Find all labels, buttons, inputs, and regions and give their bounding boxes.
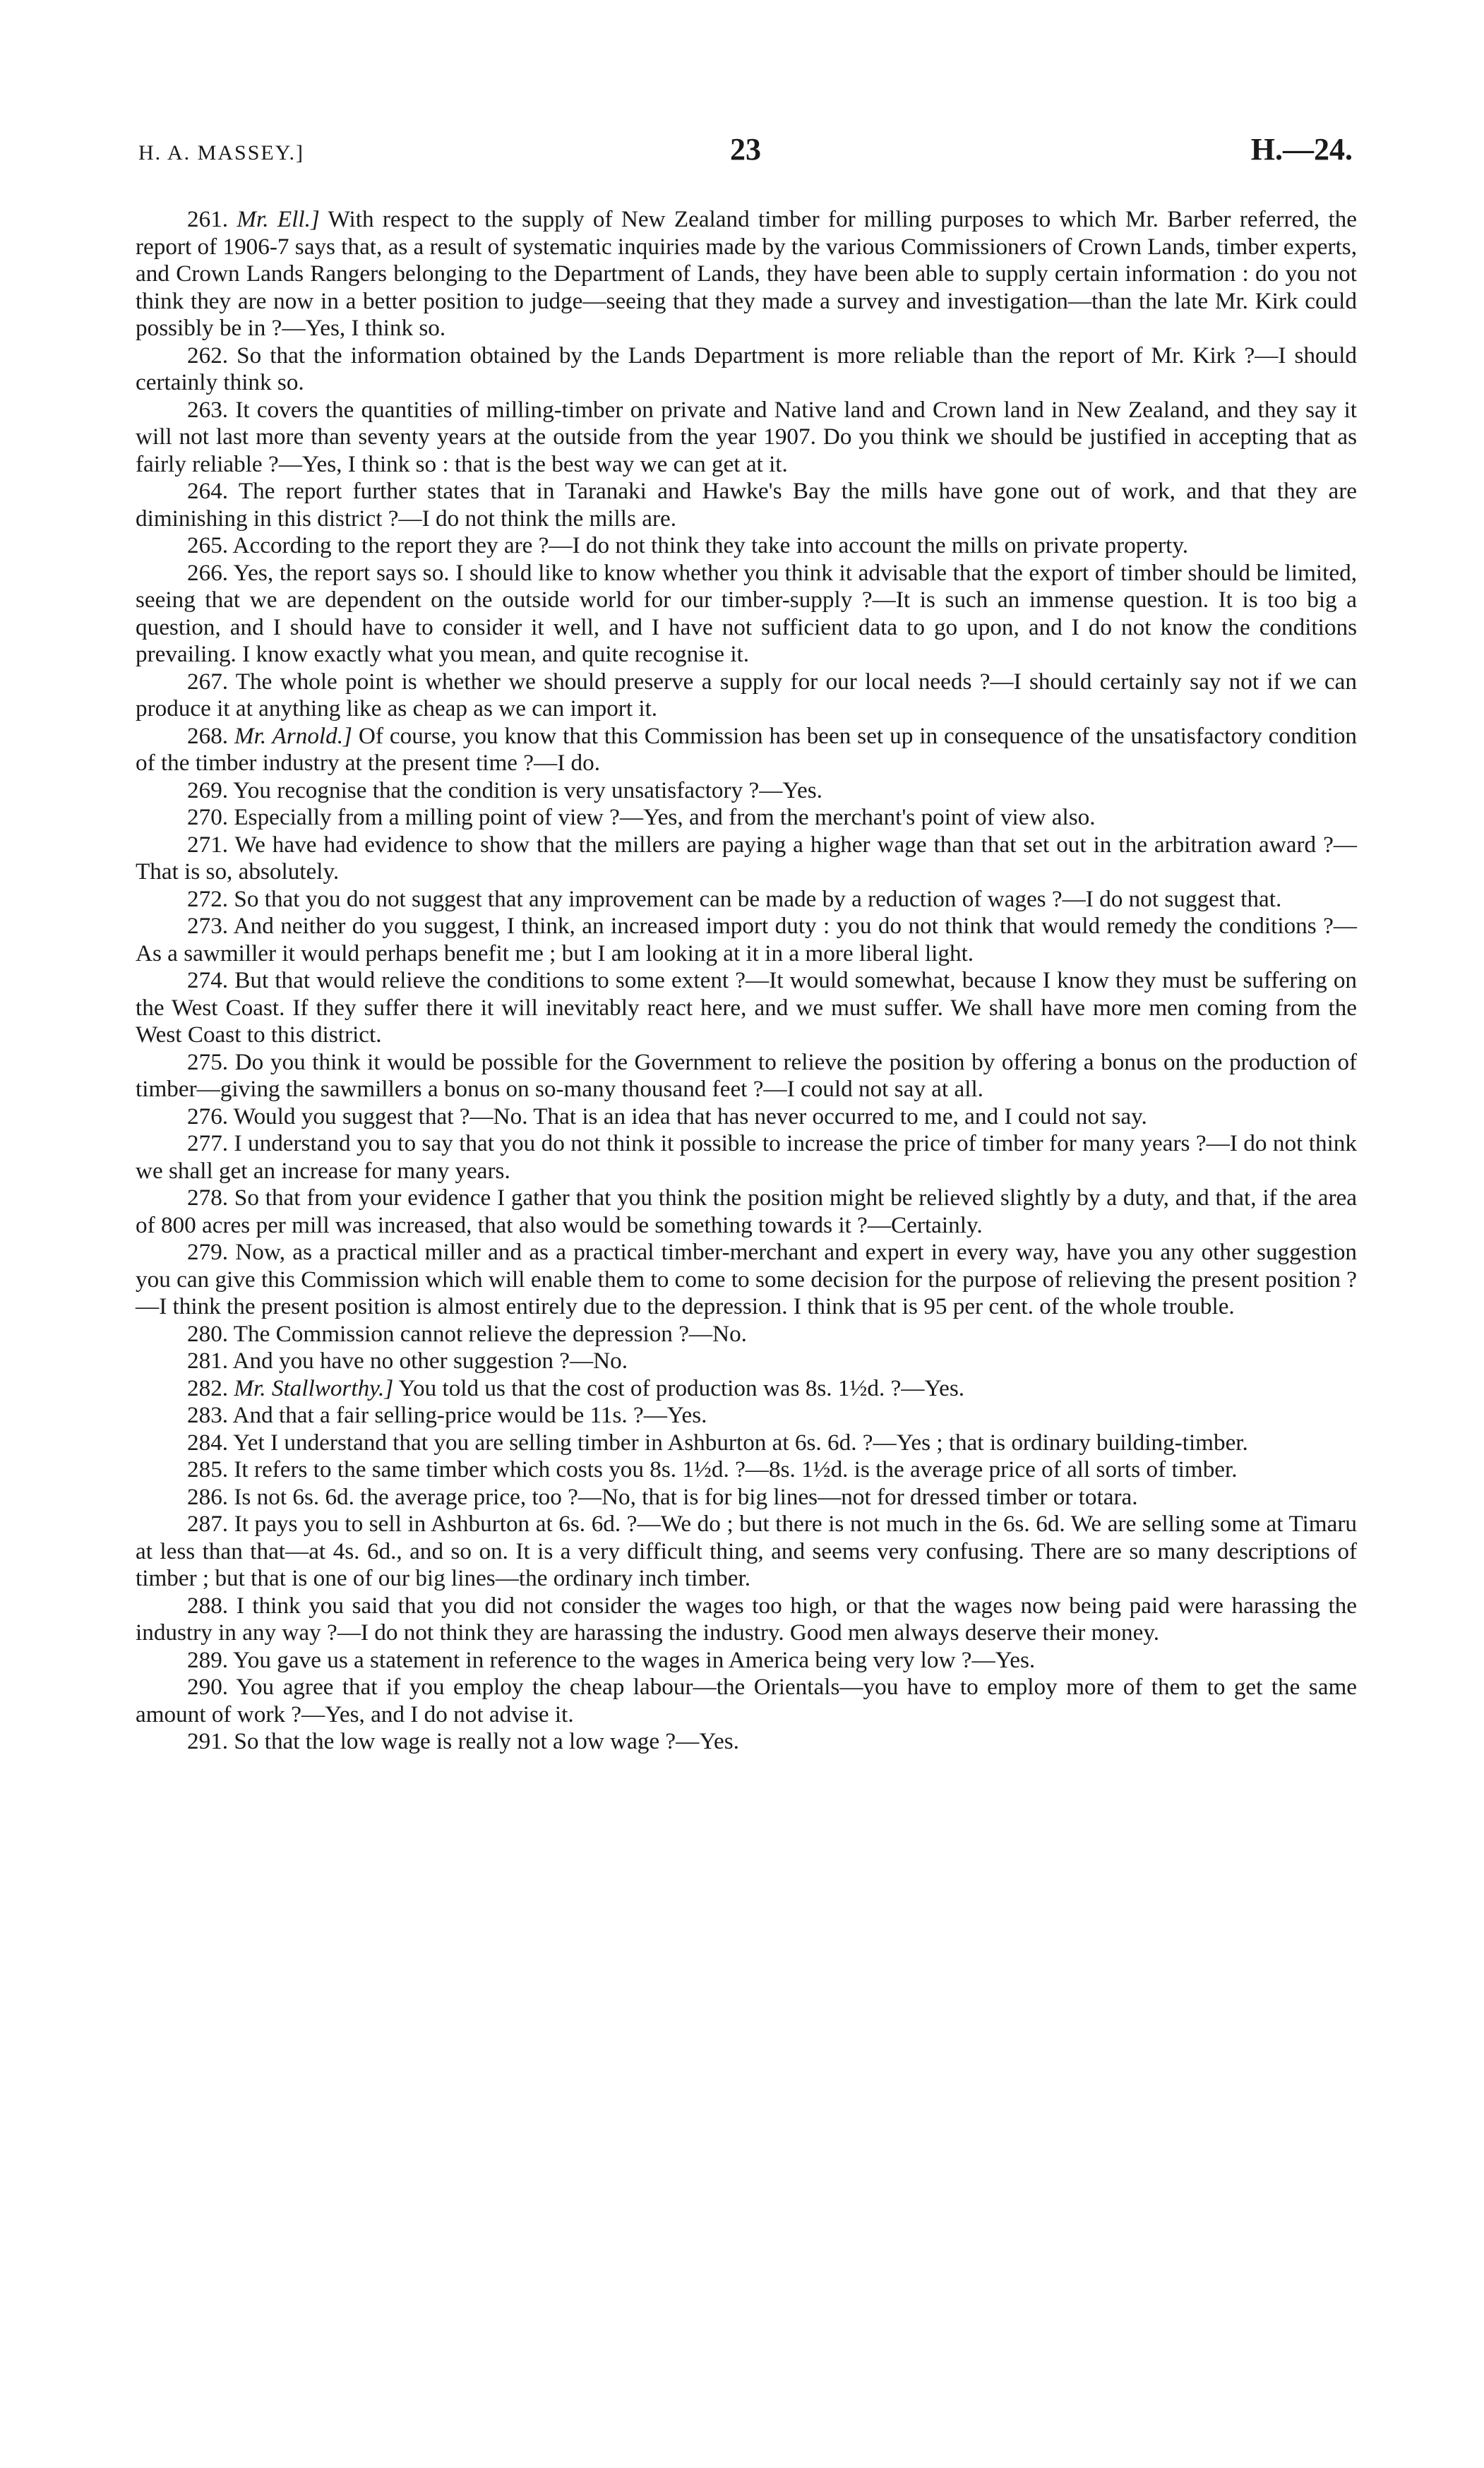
question-paragraph <box>136 1484 1357 1511</box>
question-paragraph <box>136 532 1357 560</box>
question-paragraph <box>136 560 1357 669</box>
question-number: 280. <box>187 1320 229 1347</box>
question-text: Is not 6s. 6d. the average price, too ?—No, that is for big lines—not for dressed timber or totara. <box>234 1483 1138 1510</box>
question-number: 264. <box>187 478 229 504</box>
question-paragraph <box>136 1103 1357 1131</box>
question-number: 278. <box>187 1185 229 1211</box>
question-number: 270. <box>187 804 229 830</box>
question-paragraph <box>136 1049 1357 1103</box>
question-paragraph <box>136 1593 1357 1647</box>
question-number: 262. <box>187 342 229 369</box>
page-header <box>138 131 1353 174</box>
running-head-witness: H. A. MASSEY.] <box>138 141 304 164</box>
question-number: 274. <box>187 967 229 993</box>
question-paragraph <box>136 397 1357 479</box>
question-number: 283. <box>187 1402 229 1428</box>
question-paragraph <box>136 1647 1357 1675</box>
question-paragraph <box>136 1239 1357 1321</box>
question-text: So that the low wage is really not a low wage ?—Yes. <box>234 1728 739 1754</box>
question-text: Would you suggest that ?—No. That is an idea that has never occurred to me, and I could not say. <box>233 1103 1147 1130</box>
question-paragraph <box>136 1402 1357 1430</box>
question-text: With respect to the supply of New Zealand timber for milling purposes to which Mr. Barber referred, the report of 1906-7 says that, as a result of systematic inquiries made by the various Commissioners of Crown Lands, timber experts, and Crown Lands Rangers belonging to the Department of Lands, they have been able to supply certain information : do you not think they are now in a better position to judge—seeing that they made a survey and investigation—than the late Mr. Kirk could possibly be in ?—Yes, I think so. <box>136 206 1358 341</box>
question-text: The Commission cannot relieve the depression ?—No. <box>233 1320 747 1347</box>
question-number: 285. <box>187 1456 229 1482</box>
question-paragraph <box>136 342 1357 397</box>
question-number: 273. <box>187 913 229 939</box>
question-paragraph <box>136 1130 1357 1185</box>
speaker-name: Mr. Stallworthy.] <box>234 1374 394 1401</box>
question-number: 265. <box>187 532 229 558</box>
question-number: 263. <box>187 396 229 423</box>
question-paragraph <box>136 886 1357 913</box>
question-number: 277. <box>187 1130 229 1156</box>
question-text: It refers to the same timber which costs you 8s. 1½d. ?—8s. 1½d. is the average price of all sorts of timber. <box>234 1456 1238 1482</box>
question-number: 266. <box>187 559 229 586</box>
speaker-name: Mr. Arnold.] <box>234 722 352 749</box>
speaker-name: Mr. Ell.] <box>237 206 320 232</box>
question-text: Yes, the report says so. I should like to know whether you think it advisable that the export of timber should be limited, seeing that we are dependent on the outside world for our timber-supply ?—It is such an immense question. It is too big a question, and I should have to consider it well, and I have not sufficient data to go upon, and I do not know the conditions prevailing. I know exactly what you mean, and quite recognise it. <box>136 559 1357 667</box>
question-paragraph <box>136 804 1357 832</box>
question-paragraph <box>136 1375 1357 1403</box>
question-text: We have had evidence to show that the millers are paying a higher wage than that set out in the arbitration award ?—That is so, absolutely. <box>136 831 1357 885</box>
question-text: You gave us a statement in reference to the wages in America being very low ?—Yes. <box>233 1646 1036 1673</box>
question-paragraph <box>136 1456 1357 1484</box>
question-number: 261. <box>187 206 229 232</box>
question-paragraph <box>136 669 1357 723</box>
question-number: 288. <box>187 1592 229 1619</box>
question-text: It pays you to sell in Ashburton at 6s. 6d. ?—We do ; but there is not much in the 6s. 6d. We are selling some at Timaru at less than that—at 4s. 6d., and so on. It is a very difficult thing, and seems very confusing. There are so many descriptions of timber ; but that is one of our big lines—the ordinary inch timber. <box>136 1511 1358 1591</box>
question-number: 287. <box>187 1511 229 1537</box>
question-paragraph <box>136 478 1357 532</box>
question-number: 291. <box>187 1728 229 1754</box>
question-paragraph <box>136 1348 1357 1375</box>
question-number: 268. <box>187 722 229 749</box>
question-number: 272. <box>187 885 229 912</box>
question-text: The whole point is whether we should preserve a supply for our local needs ?—I should certainly say not if we can produce it at anything like as cheap as we can import it. <box>136 668 1358 721</box>
question-text: And you have no other suggestion ?—No. <box>232 1348 628 1374</box>
question-text: You agree that if you employ the cheap labour—the Orientals—you have to employ more of them to get the same amount of work ?—Yes, and I do not advise it. <box>136 1674 1357 1727</box>
question-text: So that the information obtained by the Lands Department is more reliable than the report of Mr. Kirk ?—I should certainly think so. <box>136 342 1358 395</box>
question-number: 271. <box>187 831 229 858</box>
question-paragraph <box>136 1185 1357 1239</box>
question-number: 282. <box>187 1374 229 1401</box>
question-number: 284. <box>187 1429 229 1456</box>
question-paragraph <box>136 1674 1357 1728</box>
question-text: Yet I understand that you are selling timber in Ashburton at 6s. 6d. ?—Yes ; that is ordinary building-timber. <box>233 1429 1248 1456</box>
question-paragraph <box>136 1511 1357 1593</box>
question-number: 286. <box>187 1483 229 1510</box>
question-paragraph <box>136 913 1357 967</box>
question-text: Of course, you know that this Commission has been set up in consequence of the unsatisfactory condition of the timber industry at the present time ?—I do. <box>136 722 1358 776</box>
question-number: 269. <box>187 777 229 803</box>
question-number: 289. <box>187 1646 229 1673</box>
paper-reference: H.—24. <box>1250 132 1353 167</box>
question-paragraph <box>136 1430 1357 1457</box>
question-paragraph <box>136 967 1357 1049</box>
question-number: 267. <box>187 668 229 695</box>
question-paragraph <box>136 723 1357 777</box>
question-number: 290. <box>187 1674 229 1700</box>
question-text: You told us that the cost of production was 8s. 1½d. ?—Yes. <box>393 1374 965 1401</box>
question-text: Do you think it would be possible for the Government to relieve the position by offering a bonus on the production of timber—giving the sawmillers a bonus on so-many thousand feet ?—I could not say at all. <box>136 1048 1358 1102</box>
question-text: You recognise that the condition is very unsatisfactory ?—Yes. <box>233 777 822 803</box>
question-number: 275. <box>187 1048 229 1075</box>
question-text: The report further states that in Taranaki and Hawke's Bay the mills have gone out of work, and that they are diminishing in this district ?—I do not think the mills are. <box>136 478 1357 532</box>
question-text: Now, as a practical miller and as a practical timber-merchant and expert in every way, have you any other suggestion you can give this Commission which will enable them to come to some decision for the purpose of relieving the present position ?—I think the present position is almost entirely due to the depression. I think that is 95 per cent. of the whole trouble. <box>136 1239 1358 1319</box>
question-paragraph <box>136 1728 1357 1756</box>
question-number: 276. <box>187 1103 229 1130</box>
question-text: I think you said that you did not consider the wages too high, or that the wages now being paid were harassing the industry in any way ?—I do not think they are harassing the industry. Good men always deserve their money. <box>136 1592 1358 1646</box>
question-paragraph <box>136 1321 1357 1348</box>
question-text: And that a fair selling-price would be 11s. ?—Yes. <box>232 1402 707 1428</box>
question-paragraph <box>136 206 1357 342</box>
question-number: 281. <box>187 1348 229 1374</box>
question-paragraph <box>136 777 1357 805</box>
question-text: So that you do not suggest that any improvement can be made by a reduction of wages ?—I do not suggest that. <box>234 885 1282 912</box>
question-text: And neither do you suggest, I think, an increased import duty : you do not think that would remedy the conditions ?—As a sawmiller it would perhaps benefit me ; but I am looking at it in a more liberal light. <box>136 913 1357 966</box>
page-number: 23 <box>730 132 761 167</box>
question-text: But that would relieve the conditions to some extent ?—It would somewhat, because I know they must be suffering on the West Coast. If they suffer there it will inevitably react here, and we must suffer. We shall have more men coming from the West Coast to this district. <box>136 967 1358 1048</box>
question-paragraph <box>136 832 1357 886</box>
question-text: I understand you to say that you do not think it possible to increase the price of timber for many years ?—I do not think we shall get an increase for many years. <box>136 1130 1357 1184</box>
question-number: 279. <box>187 1239 229 1265</box>
question-text: So that from your evidence I gather that you think the position might be relieved slightly by a duty, and that, if the area of 800 acres per mill was increased, that also would be something towards it ?—Certainly. <box>136 1185 1358 1238</box>
evidence-body <box>136 206 1357 1756</box>
question-text: Especially from a milling point of view ?—Yes, and from the merchant's point of view also. <box>234 804 1096 830</box>
question-text: According to the report they are ?—I do not think they take into account the mills on private property. <box>232 532 1189 558</box>
question-text: It covers the quantities of milling-timber on private and Native land and Crown land in New Zealand, and they say it will not last more than seventy years at the outside from the year 1907. Do you think we should be justified in accepting that as fairly reliable ?—Yes, I think so : that is the best way we can get at it. <box>136 396 1358 477</box>
